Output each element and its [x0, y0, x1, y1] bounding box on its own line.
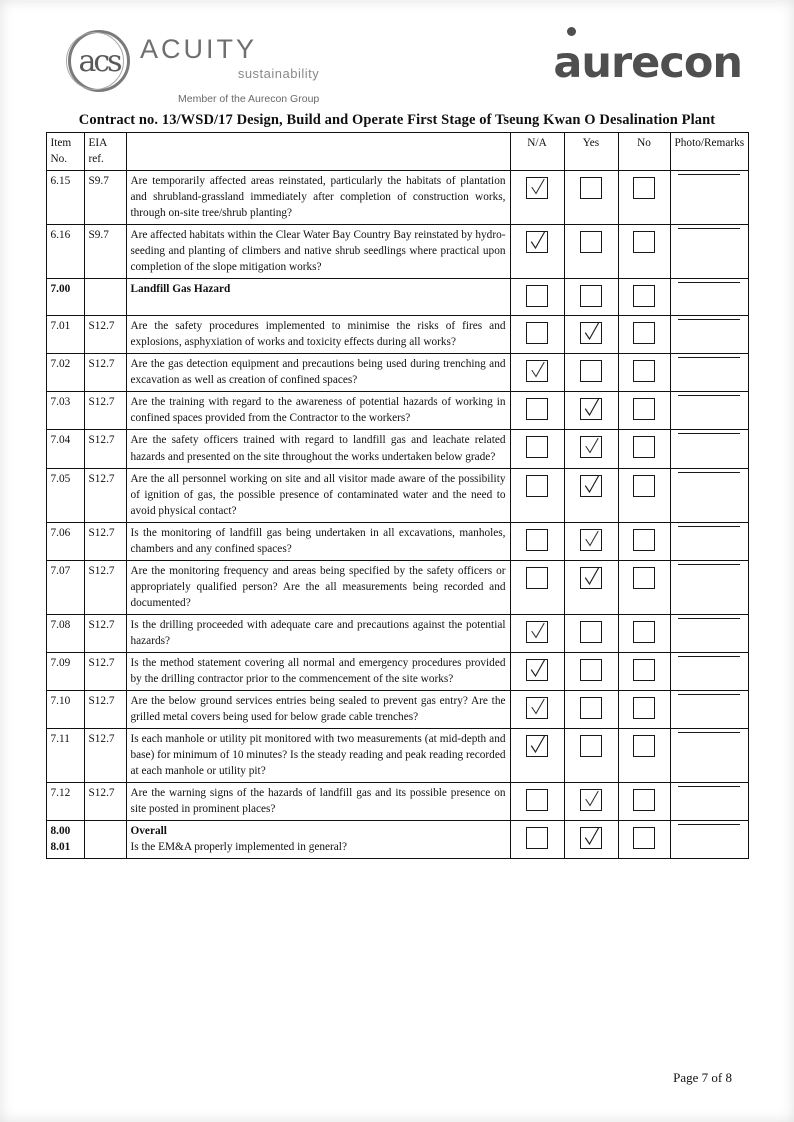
- checkbox-na[interactable]: [526, 567, 548, 589]
- table-row: [46, 354, 748, 392]
- cell-eia-ref: S12.7: [84, 468, 126, 522]
- cell-description: Are the warning signs of the hazards of landfill gas and its possible presence on site posted in prominent places?: [126, 783, 510, 821]
- checkbox-cell-na[interactable]: [510, 690, 564, 728]
- remarks-line: [678, 227, 740, 229]
- remarks-line: [678, 617, 740, 619]
- checkbox-yes[interactable]: [580, 697, 602, 719]
- table-row: [46, 430, 748, 468]
- check-mark-icon: [529, 359, 547, 381]
- checkbox-cell-no[interactable]: [618, 783, 670, 821]
- remarks-line: [678, 432, 740, 434]
- cell-item-number: 7.10: [46, 690, 84, 728]
- acuity-logo-name: ACUITY: [140, 34, 258, 64]
- cell-item-number: 6.15: [46, 171, 84, 225]
- cell-item-number: 7.01: [46, 316, 84, 354]
- checklist-table: [46, 132, 749, 859]
- cell-item-number: 7.03: [46, 392, 84, 430]
- remarks-cell[interactable]: [670, 652, 748, 690]
- remarks-line: [678, 356, 740, 358]
- cell-eia-ref: S12.7: [84, 783, 126, 821]
- checkbox-yes[interactable]: [580, 529, 602, 551]
- checkbox-cell-yes[interactable]: [564, 430, 618, 468]
- cell-eia-ref: S12.7: [84, 354, 126, 392]
- cell-item-number: 7.02: [46, 354, 84, 392]
- checkbox-cell-yes[interactable]: [564, 652, 618, 690]
- remarks-line: [678, 394, 740, 396]
- table-row: [46, 560, 748, 614]
- checkbox-na[interactable]: [526, 177, 548, 199]
- checkbox-yes[interactable]: [580, 177, 602, 199]
- table-row: [46, 316, 748, 354]
- checkbox-yes[interactable]: [580, 360, 602, 382]
- checkbox-na[interactable]: [526, 285, 548, 307]
- checkbox-cell-yes[interactable]: [564, 316, 618, 354]
- cell-eia-ref: S12.7: [84, 430, 126, 468]
- remarks-cell[interactable]: [670, 171, 748, 225]
- cell-item-number: 7.12: [46, 783, 84, 821]
- checkbox-cell-yes[interactable]: [564, 225, 618, 279]
- aurecon-logo-dot-icon: [567, 27, 576, 36]
- remarks-cell[interactable]: [670, 560, 748, 614]
- aurecon-logo: [553, 38, 742, 88]
- check-mark-icon: [583, 528, 601, 550]
- column-header-no: No: [618, 133, 670, 171]
- remarks-cell[interactable]: [670, 392, 748, 430]
- check-mark-icon: [583, 474, 601, 496]
- checkbox-na[interactable]: [526, 398, 548, 420]
- cell-description: Are the gas detection equipment and precautions being used during trenching and excavation as well as creation of confined spaces?: [126, 354, 510, 392]
- cell-description: Are the monitoring frequency and areas being specified by the safety officers or appropriately qualified person? Are the all measurements being recorded and documented?: [126, 560, 510, 614]
- remarks-line: [678, 281, 740, 283]
- cell-description: Are the all personnel working on site and all visitor made aware of the possibility of ignition of gas, the possible presence of contaminated water and the need to avoid physical contact?: [126, 468, 510, 522]
- checkbox-cell-no[interactable]: [618, 468, 670, 522]
- cell-eia-ref: S9.7: [84, 225, 126, 279]
- checkbox-cell-no[interactable]: [618, 652, 670, 690]
- checkbox-no[interactable]: [633, 322, 655, 344]
- remarks-line: [678, 731, 740, 733]
- checkbox-yes[interactable]: [580, 827, 602, 849]
- remarks-cell[interactable]: [670, 783, 748, 821]
- cell-description: Are affected habitats within the Clear Water Bay Country Bay reinstated by hydro-seeding and planting of climbers and native shrub seedlings where practical upon completion of the slope mitigation works?: [126, 225, 510, 279]
- checkbox-yes[interactable]: [580, 659, 602, 681]
- checkbox-na[interactable]: [526, 360, 548, 382]
- checkbox-no[interactable]: [633, 659, 655, 681]
- cell-description: Overall Is the EM&A properly implemented in general?: [126, 821, 510, 859]
- checkbox-cell-no[interactable]: [618, 354, 670, 392]
- checkbox-cell-yes[interactable]: [564, 690, 618, 728]
- cell-description: Are the safety officers trained with regard to landfill gas and leachate related hazards and presented on the site throughout the works undertaken below grade?: [126, 430, 510, 468]
- cell-description: Are temporarily affected areas reinstated, particularly the habitats of plantation and shrubland-grassland immediately after completion of construction works, through on-site tree/shrub planting?: [126, 171, 510, 225]
- column-header-eia: EIA ref.: [84, 133, 126, 171]
- cell-description: Are the training with regard to the awareness of potential hazards of working in confined spaces provided from the Contractor to the workers?: [126, 392, 510, 430]
- checkbox-na[interactable]: [526, 231, 548, 253]
- checkbox-no[interactable]: [633, 529, 655, 551]
- check-mark-icon: [529, 658, 547, 680]
- cell-description: Is the drilling proceeded with adequate care and precautions against the potential hazards?: [126, 614, 510, 652]
- remarks-line: [678, 318, 740, 320]
- checkbox-na[interactable]: [526, 529, 548, 551]
- checkbox-cell-na[interactable]: [510, 225, 564, 279]
- checkbox-cell-no[interactable]: [618, 522, 670, 560]
- checkbox-cell-yes[interactable]: [564, 728, 618, 782]
- cell-item-number: 7.00: [46, 279, 84, 316]
- table-row: [46, 690, 748, 728]
- remarks-line: [678, 823, 740, 825]
- remarks-cell[interactable]: [670, 728, 748, 782]
- table-row: [46, 652, 748, 690]
- checkbox-na[interactable]: [526, 475, 548, 497]
- checkbox-cell-na[interactable]: [510, 728, 564, 782]
- remarks-cell[interactable]: [670, 821, 748, 859]
- checkbox-na[interactable]: [526, 827, 548, 849]
- checkbox-cell-no[interactable]: [618, 821, 670, 859]
- checkbox-cell-yes[interactable]: [564, 560, 618, 614]
- checkbox-yes[interactable]: [580, 475, 602, 497]
- cell-item-number: 8.00 8.01: [46, 821, 84, 859]
- checkbox-yes[interactable]: [580, 621, 602, 643]
- checkbox-yes[interactable]: [580, 398, 602, 420]
- checkbox-na[interactable]: [526, 697, 548, 719]
- acuity-logo-text: [140, 30, 319, 105]
- cell-description: Is each manhole or utility pit monitored with two measurements (at mid-depth and base) for minimum of 10 minutes? Is the steady reading and peak reading recorded at each manhole or utility pit?: [126, 728, 510, 782]
- cell-eia-ref: S12.7: [84, 614, 126, 652]
- acuity-logo: [68, 30, 319, 105]
- cell-eia-ref: S12.7: [84, 652, 126, 690]
- cell-item-number: 7.05: [46, 468, 84, 522]
- checkbox-cell-no[interactable]: [618, 392, 670, 430]
- checkbox-no[interactable]: [633, 735, 655, 757]
- checkbox-cell-na[interactable]: [510, 430, 564, 468]
- checkbox-cell-yes[interactable]: [564, 614, 618, 652]
- cell-item-number: 7.09: [46, 652, 84, 690]
- remarks-cell[interactable]: [670, 316, 748, 354]
- column-header-remarks: Photo/Remarks: [670, 133, 748, 171]
- checkbox-yes[interactable]: [580, 567, 602, 589]
- cell-eia-ref: [84, 279, 126, 316]
- checkbox-cell-na[interactable]: [510, 614, 564, 652]
- table-row: [46, 522, 748, 560]
- table-row: [46, 392, 748, 430]
- checkbox-cell-na[interactable]: [510, 560, 564, 614]
- acuity-logo-mark-icon: acs: [68, 30, 130, 92]
- checkbox-cell-na[interactable]: [510, 522, 564, 560]
- check-mark-icon: [583, 826, 601, 848]
- remarks-line: [678, 563, 740, 565]
- check-mark-icon: [583, 321, 601, 343]
- checkbox-na[interactable]: [526, 322, 548, 344]
- checkbox-cell-yes[interactable]: [564, 468, 618, 522]
- checkbox-no[interactable]: [633, 621, 655, 643]
- check-mark-icon: [529, 620, 547, 642]
- column-header-item: Item No.: [46, 133, 84, 171]
- checkbox-cell-na[interactable]: [510, 821, 564, 859]
- checkbox-cell-na[interactable]: [510, 468, 564, 522]
- remarks-cell[interactable]: [670, 522, 748, 560]
- cell-eia-ref: S12.7: [84, 392, 126, 430]
- cell-description: Landfill Gas Hazard: [126, 279, 510, 316]
- table-row: [46, 279, 748, 316]
- column-header-description: [126, 133, 510, 171]
- checkbox-yes[interactable]: [580, 436, 602, 458]
- checkbox-no[interactable]: [633, 475, 655, 497]
- cell-item-number: 7.04: [46, 430, 84, 468]
- checkbox-yes[interactable]: [580, 735, 602, 757]
- checkbox-no[interactable]: [633, 231, 655, 253]
- page-title: Contract no. 13/WSD/17 Design, Build and Operate First Stage of Tseung Kwan O Desalination Plant: [78, 112, 716, 128]
- remarks-line: [678, 693, 740, 695]
- cell-item-number: 7.07: [46, 560, 84, 614]
- checkbox-no[interactable]: [633, 360, 655, 382]
- remarks-line: [678, 655, 740, 657]
- checkbox-no[interactable]: [633, 285, 655, 307]
- remarks-cell[interactable]: [670, 279, 748, 316]
- cell-eia-ref: [84, 821, 126, 859]
- cell-eia-ref: S12.7: [84, 690, 126, 728]
- checkbox-na[interactable]: [526, 789, 548, 811]
- checkbox-yes[interactable]: [580, 231, 602, 253]
- checkbox-cell-na[interactable]: [510, 392, 564, 430]
- checkbox-no[interactable]: [633, 789, 655, 811]
- table-row: [46, 728, 748, 782]
- table-row: [46, 821, 748, 859]
- checkbox-cell-yes[interactable]: [564, 171, 618, 225]
- checkbox-cell-no[interactable]: [618, 279, 670, 316]
- cell-item-number: 7.08: [46, 614, 84, 652]
- checkbox-cell-no[interactable]: [618, 690, 670, 728]
- remarks-line: [678, 173, 740, 175]
- checkbox-cell-na[interactable]: [510, 354, 564, 392]
- remarks-cell[interactable]: [670, 614, 748, 652]
- checkbox-no[interactable]: [633, 697, 655, 719]
- table-header-row: [46, 133, 748, 171]
- checkbox-cell-no[interactable]: [618, 614, 670, 652]
- check-mark-icon: [583, 566, 601, 588]
- checkbox-no[interactable]: [633, 177, 655, 199]
- check-mark-icon: [583, 397, 601, 419]
- check-mark-icon: [529, 734, 547, 756]
- column-header-yes: Yes: [564, 133, 618, 171]
- page-footer: Page 7 of 8: [673, 1070, 732, 1085]
- checkbox-cell-no[interactable]: [618, 171, 670, 225]
- checkbox-cell-na[interactable]: [510, 171, 564, 225]
- checkbox-cell-na[interactable]: [510, 783, 564, 821]
- checkbox-cell-no[interactable]: [618, 560, 670, 614]
- checkbox-cell-yes[interactable]: [564, 821, 618, 859]
- cell-eia-ref: S12.7: [84, 522, 126, 560]
- cell-description: Are the safety procedures implemented to minimise the risks of fires and explosions, asphyxiation of works and toxicity effects during all works?: [126, 316, 510, 354]
- remarks-cell[interactable]: [670, 225, 748, 279]
- acuity-logo-member-line: Member of the Aurecon Group: [178, 93, 320, 105]
- remarks-line: [678, 525, 740, 527]
- table-row: [46, 225, 748, 279]
- page-header: [0, 0, 794, 112]
- cell-item-number: 7.11: [46, 728, 84, 782]
- aurecon-logo-name: aurecon: [553, 38, 742, 88]
- checkbox-cell-no[interactable]: [618, 316, 670, 354]
- remarks-cell[interactable]: [670, 690, 748, 728]
- remarks-cell[interactable]: [670, 430, 748, 468]
- cell-description: Are the below ground services entries being sealed to prevent gas entry? Are the grilled metal covers being used for below grade cable trenches?: [126, 690, 510, 728]
- checkbox-na[interactable]: [526, 735, 548, 757]
- checkbox-cell-yes[interactable]: [564, 279, 618, 316]
- table-row: [46, 171, 748, 225]
- checkbox-cell-yes[interactable]: [564, 354, 618, 392]
- cell-description: Is the method statement covering all normal and emergency procedures provided by the drilling contractor prior to the commencement of the site works?: [126, 652, 510, 690]
- cell-eia-ref: S9.7: [84, 171, 126, 225]
- checkbox-cell-yes[interactable]: [564, 392, 618, 430]
- checkbox-cell-no[interactable]: [618, 728, 670, 782]
- checkbox-cell-yes[interactable]: [564, 783, 618, 821]
- checkbox-na[interactable]: [526, 436, 548, 458]
- checkbox-no[interactable]: [633, 436, 655, 458]
- check-mark-icon: [529, 230, 547, 252]
- remarks-cell[interactable]: [670, 468, 748, 522]
- remarks-line: [678, 785, 740, 787]
- cell-description: Is the monitoring of landfill gas being undertaken in all excavations, manholes, chambers and any confined spaces?: [126, 522, 510, 560]
- table-row: [46, 614, 748, 652]
- remarks-line: [678, 471, 740, 473]
- check-mark-icon: [529, 696, 547, 718]
- table-row: [46, 468, 748, 522]
- checkbox-cell-no[interactable]: [618, 430, 670, 468]
- cell-item-number: 7.06: [46, 522, 84, 560]
- checkbox-yes[interactable]: [580, 789, 602, 811]
- checkbox-na[interactable]: [526, 621, 548, 643]
- acuity-logo-subtitle: sustainability: [237, 66, 320, 81]
- check-mark-icon: [529, 176, 547, 198]
- checkbox-no[interactable]: [633, 398, 655, 420]
- column-header-na: N/A: [510, 133, 564, 171]
- cell-eia-ref: S12.7: [84, 560, 126, 614]
- check-mark-icon: [583, 788, 601, 810]
- check-mark-icon: [583, 435, 601, 457]
- checkbox-yes[interactable]: [580, 285, 602, 307]
- checkbox-no[interactable]: [633, 827, 655, 849]
- checkbox-cell-na[interactable]: [510, 652, 564, 690]
- cell-eia-ref: S12.7: [84, 316, 126, 354]
- cell-item-number: 6.16: [46, 225, 84, 279]
- checkbox-cell-na[interactable]: [510, 316, 564, 354]
- checkbox-cell-no[interactable]: [618, 225, 670, 279]
- checkbox-no[interactable]: [633, 567, 655, 589]
- remarks-cell[interactable]: [670, 354, 748, 392]
- table-row: [46, 783, 748, 821]
- checkbox-cell-yes[interactable]: [564, 522, 618, 560]
- cell-eia-ref: S12.7: [84, 728, 126, 782]
- checkbox-na[interactable]: [526, 659, 548, 681]
- checkbox-yes[interactable]: [580, 322, 602, 344]
- checkbox-cell-na[interactable]: [510, 279, 564, 316]
